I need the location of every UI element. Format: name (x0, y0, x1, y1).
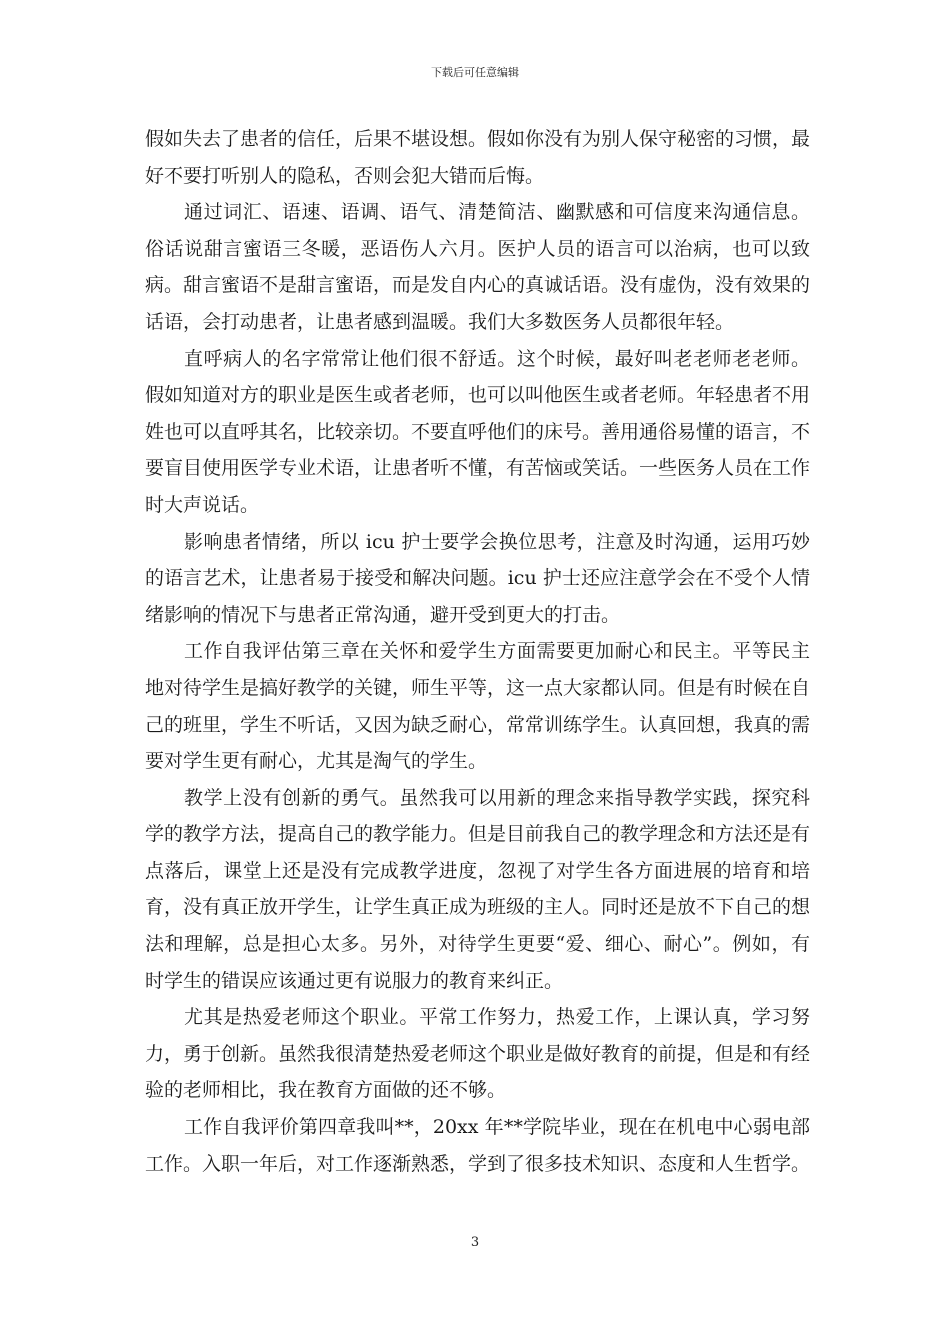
paragraph: 影响患者情绪，所以 icu 护士要学会换位思考，注意及时沟通，运用巧妙的语言艺术，让患者易于接受和解决问题。icu 护士还应注意学会在不受个人情绪影响的情况下与患者正常沟通，避开受到更大的打击。 (145, 530, 810, 626)
paragraph-continuation: 假如失去了患者的信任，后果不堪设想。假如你没有为别人保守秘密的习惯，最好不要打听别人的隐私，否则会犯大错而后悔。 (145, 128, 811, 187)
paragraph: 教学上没有创新的勇气。虽然我可以用新的理念来指导教学实践，探究科学的教学方法，提高自己的教学能力。但是目前我自己的教学理念和方法还是有点落后，课堂上还是没有完成教学进度，忽视了对学生各方面进展的培育和培育，没有真正放开学生，让学生真正成为班级的主人。同时还是放不下自己的想法和理解，总是担心太多。另外，对待学生更要“爱、细心、耐心”。例如，有时学生的错误应该通过更有说服力的教育来纠正。 (145, 786, 811, 992)
page-number: 3 (470, 1235, 480, 1250)
document-body (145, 121, 810, 1182)
paragraph: 工作自我评价第四章我叫**，20xx 年**学院毕业，现在在机电中心弱电部工作。入职一年后，对工作逐渐熟悉，学到了很多技术知识、态度和人生哲学。 (145, 1116, 811, 1175)
paragraph: 通过词汇、语速、语调、语气、清楚简洁、幽默感和可信度来沟通信息。俗话说甜言蜜语三冬暖，恶语伤人六月。医护人员的语言可以治病，也可以致病。甜言蜜语不是甜言蜜语，而是发自内心的真诚话语。没有虚伪，没有效果的话语，会打动患者，让患者感到温暖。我们大多数医务人员都很年轻。 (145, 201, 811, 333)
paragraph: 尤其是热爱老师这个职业。平常工作努力，热爱工作，上课认真，学习努力，勇于创新。虽然我很清楚热爱老师这个职业是做好教育的前提，但是和有经验的老师相比，我在教育方面做的还不够。 (145, 1006, 811, 1102)
page-header: 下载后可任意编辑 (431, 66, 519, 79)
paragraph: 直呼病人的名字常常让他们很不舒适。这个时候，最好叫老老师老老师。假如知道对方的职业是医生或者老师，也可以叫他医生或者老师。年轻患者不用姓也可以直呼其名，比较亲切。不要直呼他们的床号。善用通俗易懂的语言，不要盲目使用医学专业术语，让患者听不懂，有苦恼或笑话。一些医务人员在工作时大声说话。 (145, 347, 811, 516)
paragraph: 工作自我评估第三章在关怀和爱学生方面需要更加耐心和民主。平等民主地对待学生是搞好教学的关键，师生平等，这一点大家都认同。但是有时候在自己的班里，学生不听话，又因为缺乏耐心，常常训练学生。认真回想，我真的需要对学生更有耐心，尤其是淘气的学生。 (145, 640, 811, 773)
